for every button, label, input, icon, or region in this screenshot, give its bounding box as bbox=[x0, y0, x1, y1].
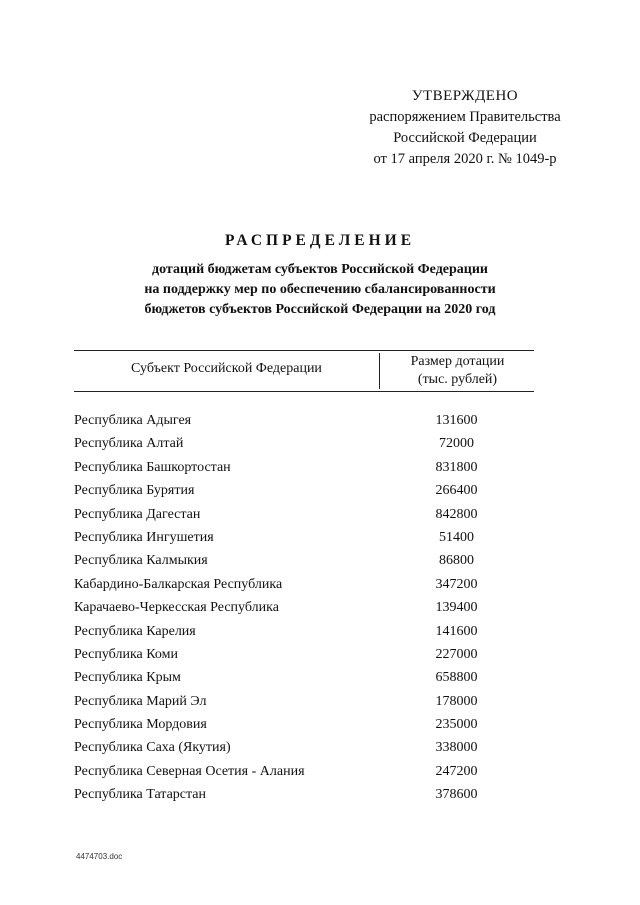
approval-line-1: распоряжением Правительства bbox=[369, 109, 561, 125]
distribution-table bbox=[74, 350, 534, 807]
subject-name: Республика Калмыкия bbox=[74, 553, 208, 569]
header-amount-line-1: Размер дотации bbox=[410, 354, 505, 369]
subsidy-amount: 378600 bbox=[435, 787, 478, 803]
subsidy-amount: 139400 bbox=[435, 600, 478, 616]
subtitle-line-3: бюджетов субъектов Российской Федерации на 2020 год bbox=[144, 302, 496, 317]
table-row bbox=[74, 549, 534, 572]
table-header bbox=[74, 350, 534, 392]
table-row bbox=[74, 643, 534, 666]
table-row bbox=[74, 666, 534, 689]
subject-name: Республика Татарстан bbox=[74, 787, 207, 803]
subject-name: Республика Марий Эл bbox=[74, 693, 207, 709]
subject-name: Республика Коми bbox=[74, 646, 178, 662]
table-row bbox=[74, 713, 534, 736]
subsidy-amount: 235000 bbox=[435, 717, 478, 733]
subsidy-amount: 338000 bbox=[435, 740, 478, 756]
subsidy-amount: 227000 bbox=[435, 646, 478, 662]
subject-name: Республика Карелия bbox=[74, 623, 196, 639]
subject-name: Карачаево-Черкесская Республика bbox=[74, 600, 279, 616]
subject-name: Республика Ингушетия bbox=[74, 529, 214, 545]
subsidy-amount: 141600 bbox=[435, 623, 478, 639]
subject-name: Республика Адыгея bbox=[74, 413, 192, 428]
table-row bbox=[74, 690, 534, 713]
approval-block bbox=[330, 86, 600, 170]
subject-name: Республика Башкортостан bbox=[74, 459, 231, 475]
table-row bbox=[74, 503, 534, 526]
subject-name: Республика Дагестан bbox=[74, 506, 201, 522]
subject-name: Республика Северная Осетия - Алания bbox=[74, 763, 305, 779]
table-body bbox=[74, 409, 534, 807]
subsidy-amount: 131600 bbox=[435, 413, 478, 428]
subject-name: Республика Саха (Якутия) bbox=[74, 740, 231, 756]
subsidy-amount: 842800 bbox=[435, 506, 478, 522]
table-row bbox=[74, 432, 534, 455]
subsidy-amount: 72000 bbox=[439, 436, 474, 452]
header-subject: Субъект Российской Федерации bbox=[131, 361, 322, 376]
approval-line-3: от 17 апреля 2020 г. № 1049-р bbox=[373, 151, 557, 167]
subtitle-line-2: на поддержку мер по обеспечению сбалансированности bbox=[144, 282, 496, 297]
subsidy-amount: 831800 bbox=[435, 459, 478, 475]
approval-line-2: Российской Федерации bbox=[393, 130, 537, 146]
table-row bbox=[74, 736, 534, 759]
header-amount bbox=[379, 353, 535, 389]
subject-name: Республика Алтай bbox=[74, 436, 184, 452]
table-row bbox=[74, 760, 534, 783]
document-title: РАСПРЕДЕЛЕНИЕ bbox=[224, 232, 416, 249]
subsidy-amount: 266400 bbox=[435, 483, 478, 499]
table-row bbox=[74, 409, 534, 432]
subsidy-amount: 658800 bbox=[435, 670, 478, 686]
table-row bbox=[74, 526, 534, 549]
subsidy-amount: 51400 bbox=[439, 529, 474, 545]
subsidy-amount: 178000 bbox=[435, 693, 478, 709]
subject-name: Кабардино-Балкарская Республика bbox=[74, 576, 283, 592]
approval-lead: УТВЕРЖДЕНО bbox=[411, 88, 519, 104]
table-row bbox=[74, 783, 534, 806]
table-row bbox=[74, 620, 534, 643]
table-row bbox=[74, 479, 534, 502]
table-row bbox=[74, 456, 534, 479]
subject-name: Республика Мордовия bbox=[74, 717, 207, 733]
subsidy-amount: 247200 bbox=[435, 763, 478, 779]
subsidy-amount: 86800 bbox=[439, 553, 474, 569]
subject-name: Республика Бурятия bbox=[74, 483, 195, 499]
table-row bbox=[74, 596, 534, 619]
subtitle-line-1: дотаций бюджетам субъектов Российской Федерации bbox=[152, 262, 488, 277]
table-row bbox=[74, 573, 534, 596]
document-id: 4474703.doc bbox=[76, 852, 123, 861]
subject-name: Республика Крым bbox=[74, 670, 181, 686]
header-amount-line-2: (тыс. рублей) bbox=[417, 372, 498, 387]
document-subtitle bbox=[0, 260, 640, 320]
subsidy-amount: 347200 bbox=[435, 576, 478, 592]
